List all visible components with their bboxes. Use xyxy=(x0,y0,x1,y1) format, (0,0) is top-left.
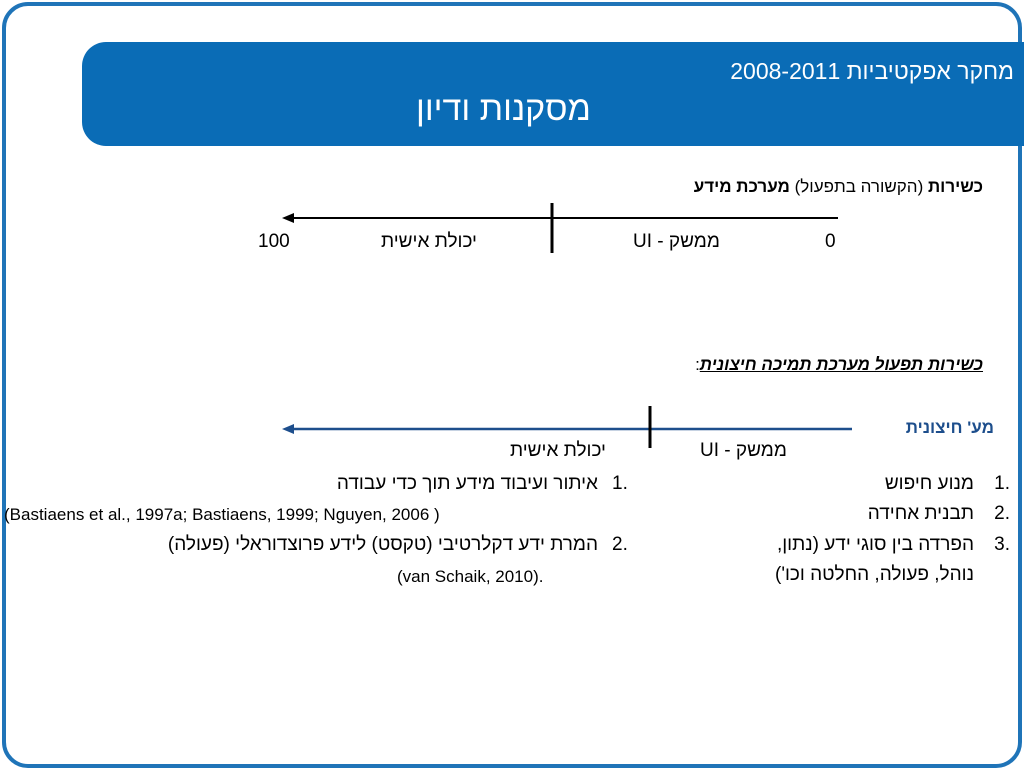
left-list-num-2: 2. xyxy=(612,534,628,555)
heading2-colon: : xyxy=(695,355,700,374)
left-list-item-2: המרת ידע דקלרטיבי (טקסט) לידע פרוצדוראלי (פעולה) xyxy=(167,534,598,555)
right-list-item-1: מנוע חיפוש xyxy=(884,473,974,494)
right-list-item-3-cont: נוהל, פעולה, החלטה וכו') xyxy=(775,564,974,585)
scale1-left-value: 100 xyxy=(258,231,290,252)
right-list-num-2: 2. xyxy=(994,503,1010,524)
slide-title: מסקנות ודיון xyxy=(416,90,591,128)
left-list-citation-1: (Bastiaens et al., 1997a; Bastiaens, 1999; Nguyen, 2006 ) xyxy=(4,505,440,524)
right-list-num-1: 1. xyxy=(994,473,1010,494)
heading-bold-competence: כשירות xyxy=(927,177,983,196)
left-list-num-1: 1. xyxy=(612,473,628,494)
right-list-num-3: 3. xyxy=(994,534,1010,555)
heading-bold-info-system: מערכת מידע xyxy=(693,177,790,196)
left-list-citation-2: (van Schaik, 2010). xyxy=(397,567,544,586)
scale2-right-label: ממשק - UI xyxy=(700,440,787,461)
right-list-item-2: תבנית אחידה xyxy=(867,503,974,524)
scale1-right-label: ממשק - UI xyxy=(633,231,720,252)
scale1-left-label: יכולת אישית xyxy=(381,231,477,252)
heading2-text: כשירות תפעול מערכת תמיכה חיצונית xyxy=(699,355,983,374)
heading-plain-operation: (הקשורה בתפעול) xyxy=(794,177,924,196)
scale2-arrow-head xyxy=(282,424,294,434)
scale1-right-value: 0 xyxy=(825,231,836,252)
left-list-item-1: איתור ועיבוד מידע תוך כדי עבודה xyxy=(336,473,598,494)
external-system-label: מע' חיצונית xyxy=(905,418,994,437)
scale2-left-label: יכולת אישית xyxy=(510,440,606,461)
right-list-item-3: הפרדה בין סוגי ידע (נתון, xyxy=(776,534,974,555)
banner-subtitle: מחקר אפקטיביות 2008-2011 xyxy=(730,58,1014,84)
